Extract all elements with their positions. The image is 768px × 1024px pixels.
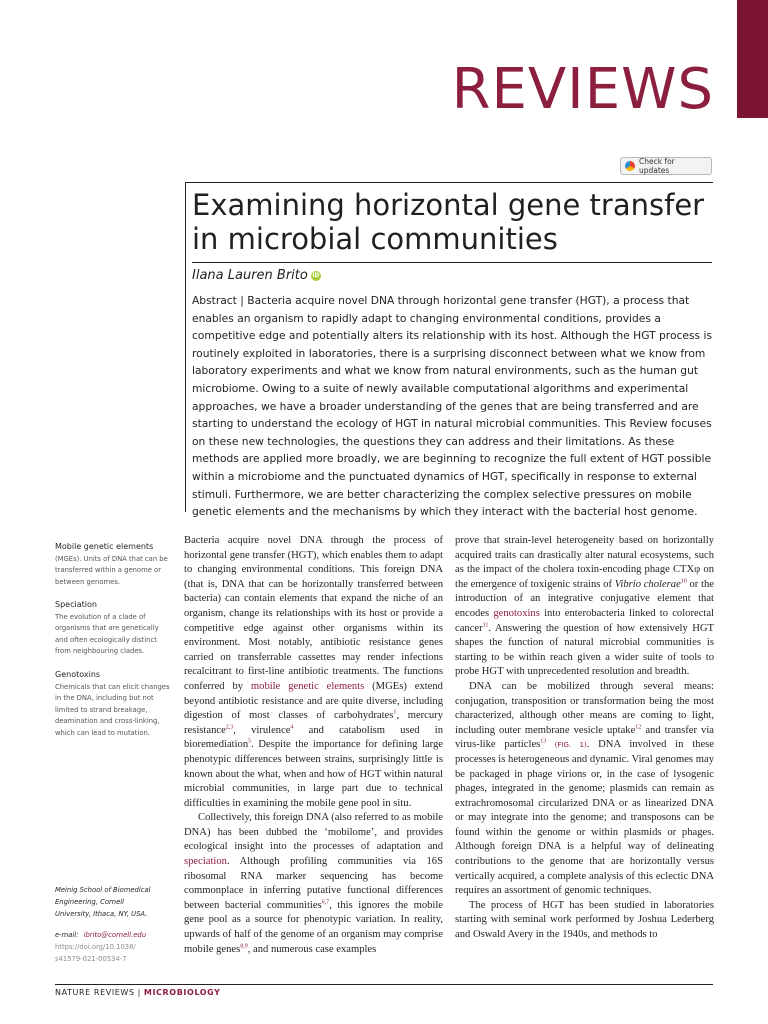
glossary-link-speciation[interactable]: speciation [184,856,227,868]
citation[interactable]: 8,9 [240,943,248,950]
email-line [55,926,170,941]
glossary-definition: (MGEs). Units of DNA that can be transferred within a genome or between genomes. [55,555,168,586]
section-header: REVIEWS [451,57,714,122]
journal-subject: MICROBIOLOGY [143,988,221,997]
check-for-updates-label: Check for updates [639,157,675,175]
body-paragraph: DNA can be mobilized through several means: conjugation, transposition or transformation being the most characterized, although other means are coming to light, including outer membrane vesicle uptake$^{12}$ and transfer via virus-like particles$^{13}$ (FIG. 1). DNA involved in these processes is heterogeneous and dynamic. Viral genomes may be packaged in phage virions or, in the case of lysogenic phages, integrated in the genome; plasmids can remain as extrachromosomal circularized DNA or as linearized DNA or may integrate into the genome; and transposons can be found within the genome or within plasmids or phages. Although foreign DNA is a helpful way of delineating contributions to the genome that are horizontally versus vertically acquired, a complete analysis of this eclectic DNA requires an assortment of genomic techniques. [455,680,714,897]
glossary-term: Mobile genetic elements [55,542,154,551]
body-column-1 [184,534,443,957]
citation[interactable]: 5 [248,738,252,745]
footer-rule [55,984,713,985]
figure-reference[interactable]: (FIG. 1) [546,741,587,750]
author-divider [192,262,712,263]
email-link[interactable]: ibrito@cornell.edu [83,931,147,939]
glossary-definition: The evolution of a clade of organisms that are genetically and often ecologically distinct from neighbouring clades. [55,613,159,656]
glossary-link-genotoxins[interactable]: genotoxins [493,607,540,619]
citation[interactable]: 2,3 [225,724,234,731]
journal-separator: | [137,988,141,997]
body-paragraph: Bacteria acquire novel DNA through the process of horizontal gene transfer (HGT), which enables them to adapt to changing environmental conditions. This foreign DNA (that is, DNA that can be horizontally transferred between bacteria) can contain elements that expand the niche of an organism, change its relationships with its host or provide a competitive edge against other organisms within its environment. Most notably, antibiotic resistance genes carried on transferrable cassettes may render infections recalcitrant to first-line antibiotic treatments. The functions conferred by mobile genetic elements (MGEs) extend beyond antibiotic resistance and are quite diverse, including digestion of most classes of carbohydrates$^1$, mercury resistance$^{2,3}$, virulence$^4$ and catabolism used in bioremediation$^5$. Despite the importance for defining large phenotypic differences between strains, surprisingly little is known about the what, when and how of HGT within natural microbial communities, in large part due to technical difficulties in examining the mobile gene pool in situ. [184,535,444,809]
glossary-link-mges[interactable]: mobile genetic elements [250,680,365,692]
citation[interactable]: 10 [680,578,687,585]
corner-color-bar [737,0,768,118]
citation[interactable]: 12 [635,724,642,731]
author-name[interactable]: Ilana Lauren Brito [192,268,308,283]
article-title: Examining horizontal gene transfer in microbial communities [192,188,705,256]
citation[interactable]: 11 [482,622,489,629]
glossary-definition: Chemicals that can elicit changes in the DNA, including but not limited to strand breakage, deamination and cross-linking, which can lead to mutation. [55,683,170,737]
doi-line: https://doi.org/10.1038/ [55,943,136,951]
body-column-2 [455,534,714,943]
citation[interactable]: 1 [393,709,397,716]
doi-link[interactable] [55,941,170,965]
glossary-entry-genotoxins [55,669,170,739]
body-paragraph: The process of HGT has been studied in laboratories starting with seminal work performed by Joshua Lederberg and Oswald Avery in the 1940s, and methods to [455,899,714,941]
footer [55,988,221,997]
abstract: Abstract | Bacteria acquire novel DNA through horizontal gene transfer (HGT), a process that enables an organism to rapidly adapt to changing environmental conditions, provides a competitive edge and potentially alters its relationship with its host. Although the HGT process is routinely exploited in laboratories, there is a surprising disconnect between what we know from laboratory experiments and what we know from natural environments, such as the human gut microbiome. Owing to a suite of newly available computational algorithms and experimental approaches, we have a broader understanding of the genes that are being transferred and are starting to understand the ecology of HGT in natural microbial communities. This Review focuses on these new technologies, the questions they can address and their limitations. As these methods are applied more broadly, we are beginning to recognize the full extent of HGT possible within a microbiome and the punctuated dynamics of HGT, specifically in response to external stimuli. Furthermore, we are better characterizing the complex selective pressures on mobile genetic elements and the mechanisms by which they interact with the bacterial host genome. [192,294,713,519]
crossmark-icon [625,161,635,171]
citation[interactable]: 13 [540,738,547,745]
title-frame-vertical-rule [185,182,186,512]
doi-line: s41579-021-00534-7 [55,955,127,963]
affiliation-line: Meinig School of Biomedical [55,886,151,894]
email-label: e-mail: [55,931,79,939]
author-affiliation [55,884,170,965]
citation[interactable]: 4 [290,724,294,731]
title-frame-top-rule [185,182,713,183]
glossary-entry-speciation [55,599,170,658]
glossary-entry-mges [55,541,170,588]
body-paragraph: Collectively, this foreign DNA (also referred to as mobile DNA) has been dubbed the ‘mobilome’, and provides ecological insight into the processes of adaptation and speciation. Although profiling communities via 16S ribosomal RNA marker sequencing has become commonplace in inferring putative functional differences between bacterial communities$^{6,7}$, this ignores the mobile gene pool as a source for phenotypic variation. In reality, upwards of half of the genome of an organism may comprise mobile genes$^{8,9}$, and numerous case examples [184,812,443,955]
body-paragraph: prove that strain-level heterogeneity based on horizontally acquired traits can drastically alter natural ecosystems, such as the impact of the cholera toxin-encoding phage CTXφ on the emergence of toxigenic strains of Vibrio cholerae$^{10}$ or the introduction of an integrative conjugative element that encodes genotoxins into enterobacteria linked to colorectal cancer$^{11}$. Answering the question of how extensively HGT shapes the function of natural microbial communities is starting to be within reach given a wider suite of tools to probe HGT with unprecedented resolution and breadth. [455,535,714,678]
glossary-term: Genotoxins [55,670,101,679]
journal-name: NATURE REVIEWS [55,988,135,997]
orcid-icon[interactable]: iD [312,272,320,279]
author-line [192,268,321,283]
affiliation-line: University, Ithaca, NY, USA. [55,910,148,918]
glossary-term: Speciation [55,600,97,609]
citation[interactable]: 6,7 [321,899,330,906]
check-for-updates-button[interactable] [620,157,712,175]
affiliation-line: Engineering, Cornell [55,898,125,906]
